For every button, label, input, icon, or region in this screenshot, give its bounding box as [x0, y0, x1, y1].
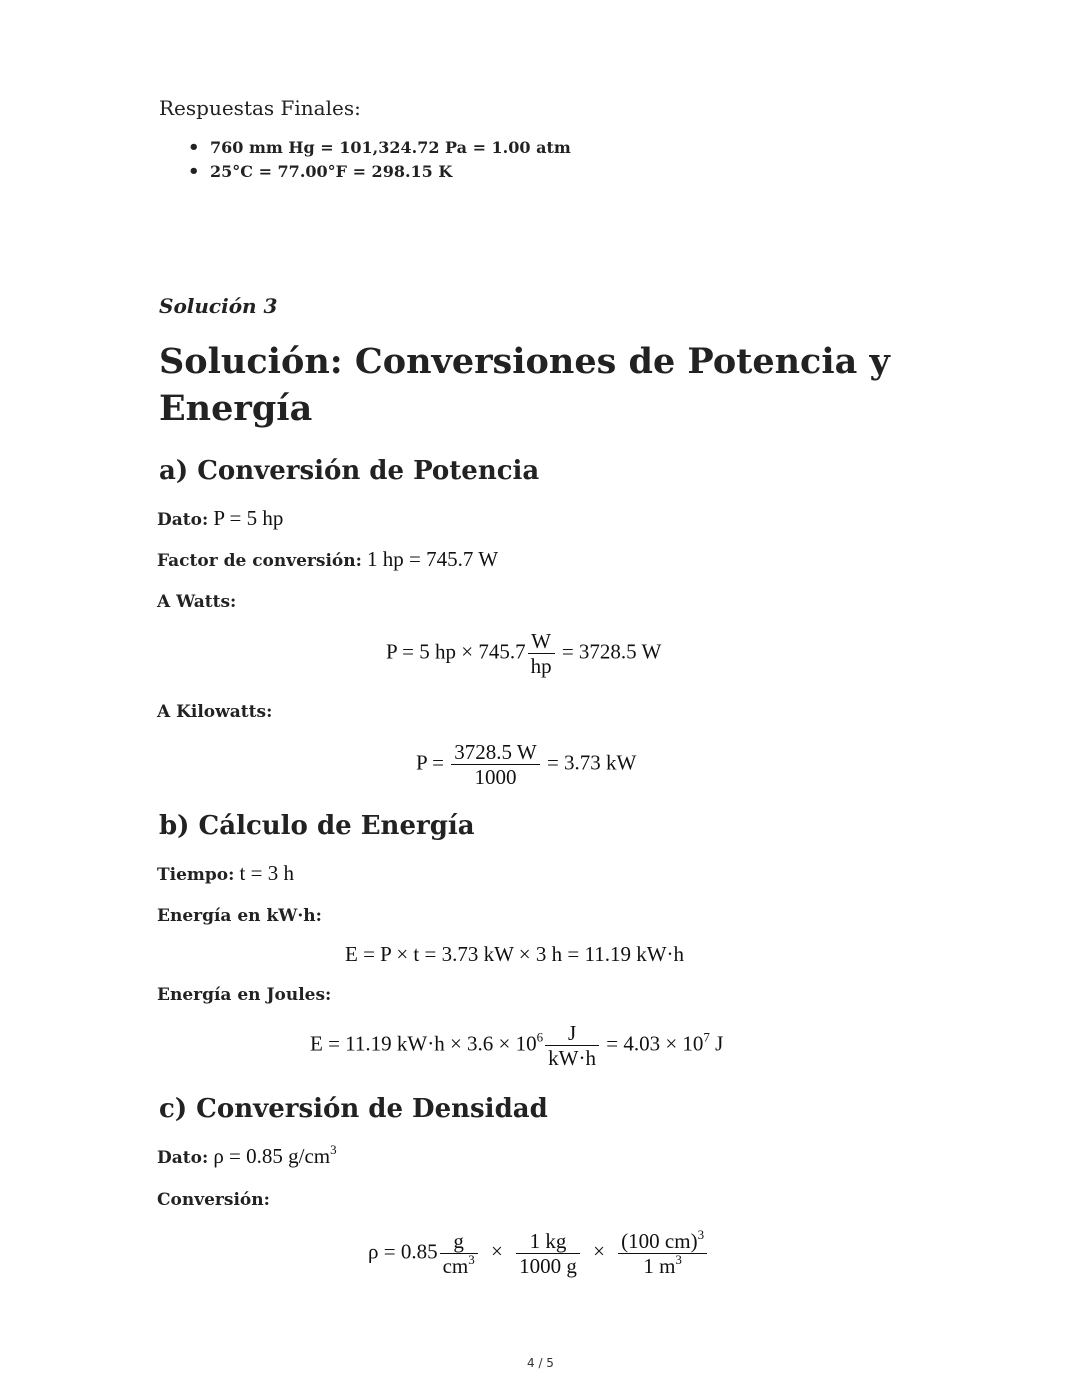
kilowatts-equation [416, 741, 636, 788]
watts-equation [386, 630, 661, 677]
fraction-denominator: 1000 [474, 765, 517, 789]
numerator-exponent: 3 [697, 1227, 705, 1242]
denominator-exponent: 3 [468, 1252, 475, 1267]
fraction-denominator: 1000 g [519, 1254, 577, 1278]
density-eq-fraction-2 [516, 1230, 580, 1277]
fraction-numerator: 3728.5 W [451, 741, 539, 765]
energy-kwh-equation: E = P × t = 3.73 kW × 3 h = 11.19 kW·h [345, 942, 685, 966]
watts-label: A Watts: [157, 592, 237, 612]
fraction-numerator: 1 kg [516, 1230, 580, 1254]
fraction-denominator: kW·h [548, 1046, 596, 1070]
dato-expression: P = 5 hp [213, 506, 284, 530]
conversion-label: Conversión: [157, 1190, 270, 1210]
dato-label: Dato: [157, 1148, 209, 1168]
list-item: • 25°C = 77.00°F = 298.15 K [160, 160, 571, 184]
density-eq-fraction-3 [618, 1227, 707, 1278]
denominator-base: cm [442, 1254, 469, 1278]
energy-kwh-label: Energía en kW·h: [157, 906, 322, 926]
page-title [159, 338, 890, 432]
section-b-time [157, 861, 294, 886]
joule-eq-rhs: = 4.03 × 10 [606, 1031, 704, 1056]
section-c-dato [157, 1144, 337, 1169]
energy-joules-label: Energía en Joules: [157, 985, 332, 1005]
section-a-heading: a) Conversión de Potencia [159, 456, 540, 486]
section-a-factor [157, 547, 498, 572]
joule-eq-fraction [545, 1022, 599, 1069]
kilowatts-label: A Kilowatts: [157, 702, 273, 722]
fraction-denominator [618, 1254, 707, 1277]
fraction-numerator: W [528, 630, 555, 654]
factor-expression: 1 hp = 745.7 W [367, 547, 499, 571]
energy-joules-equation [310, 1022, 723, 1069]
final-answers-list [160, 136, 571, 184]
final-answers-heading: Respuestas Finales: [159, 96, 361, 120]
list-item: • 760 mm Hg = 101,324.72 Pa = 1.00 atm [160, 136, 571, 160]
fraction-numerator: g [440, 1230, 478, 1254]
kw-eq-lhs: P = [416, 750, 444, 775]
density-eq-fraction-1 [440, 1230, 478, 1277]
watts-eq-rhs: = 3728.5 W [561, 639, 662, 664]
denominator-base: 1 m [643, 1254, 676, 1278]
page-title-line-1: Solución: Conversiones de Potencia y [159, 341, 890, 382]
time-label: Tiempo: [157, 865, 235, 885]
watts-eq-fraction [528, 630, 555, 677]
page-title-line-2: Energía [159, 388, 313, 429]
denominator-exponent: 3 [675, 1252, 682, 1267]
section-b-heading: b) Cálculo de Energía [159, 811, 475, 841]
fraction-denominator: hp [530, 654, 552, 678]
kw-eq-fraction [451, 741, 539, 788]
density-expression-base: ρ = 0.85 g/cm [213, 1144, 331, 1168]
times-symbol: × [593, 1239, 605, 1264]
kw-eq-rhs: = 3.73 kW [546, 750, 637, 775]
numerator-base: (100 cm) [621, 1229, 698, 1253]
solution-label: Solución 3 [159, 294, 278, 318]
time-expression: t = 3 h [239, 861, 294, 885]
dato-label: Dato: [157, 510, 209, 530]
section-c-heading: c) Conversión de Densidad [159, 1094, 548, 1124]
factor-label: Factor de conversión: [157, 551, 362, 571]
fraction-denominator [440, 1254, 478, 1277]
watts-eq-lhs: P = 5 hp × 745.7 [386, 639, 526, 664]
times-symbol: × [490, 1239, 503, 1264]
joule-eq-lhs: E = 11.19 kW·h × 3.6 × 10 [310, 1031, 537, 1056]
joule-eq-lhs-exponent: 6 [536, 1029, 544, 1045]
section-a-dato [157, 506, 283, 531]
joule-eq-rhs-exponent: 7 [703, 1029, 710, 1045]
density-expression [213, 1144, 336, 1168]
density-eq-lhs: ρ = 0.85 [368, 1239, 438, 1264]
joule-eq-unit: J [709, 1031, 724, 1056]
fraction-numerator: J [545, 1022, 599, 1046]
density-exponent: 3 [330, 1142, 337, 1157]
page-number: 4 / 5 [527, 1356, 554, 1370]
fraction-numerator [618, 1227, 707, 1254]
density-conversion-equation [368, 1227, 709, 1278]
